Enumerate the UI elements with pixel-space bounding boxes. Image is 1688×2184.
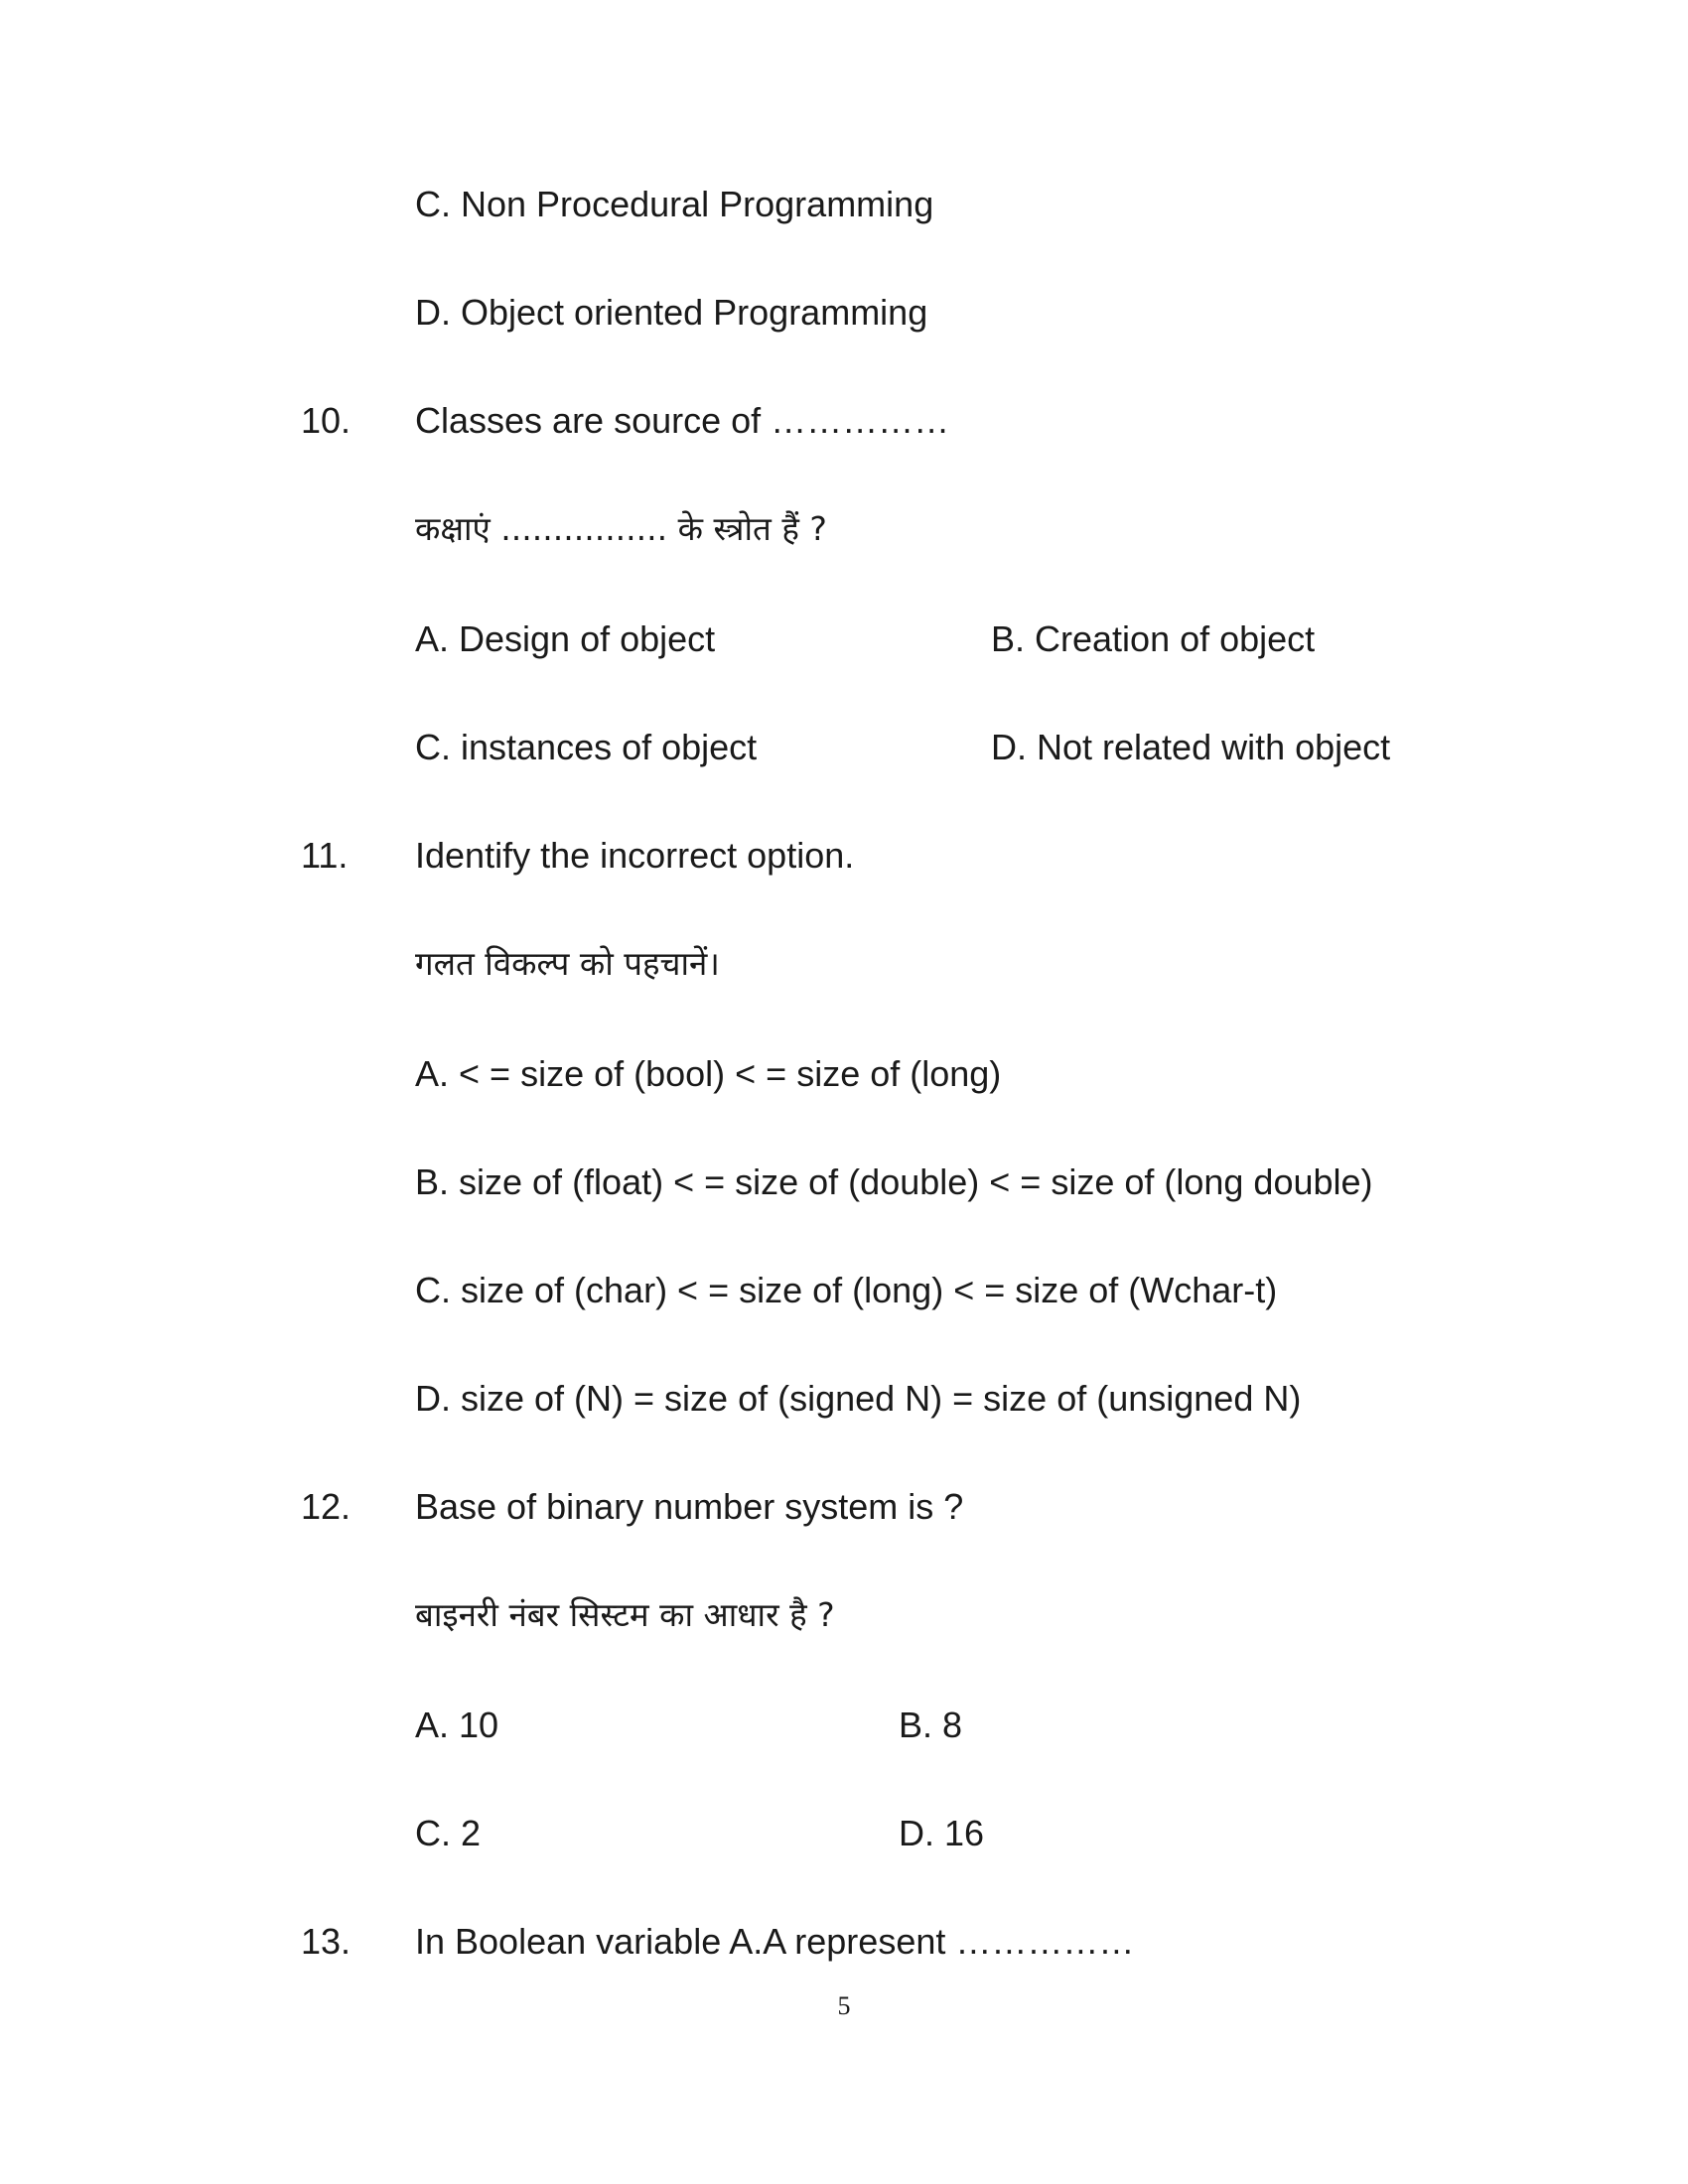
q13-number: 13. [301, 1921, 352, 1962]
q10-option-d: D. Not related with object [991, 727, 1391, 767]
q10-option-c: C. instances of object [415, 727, 758, 767]
q12-option-d: D. 16 [899, 1813, 985, 1853]
q11-option-a: A. < = size of (bool) < = size of (long) [415, 1053, 1002, 1094]
q12-option-c: C. 2 [415, 1813, 482, 1853]
q13-text-en: In Boolean variable A.A represent …………… [415, 1921, 1135, 1962]
q11-option-c: C. size of (char) < = size of (long) < = size of (Wchar-t) [415, 1270, 1278, 1310]
q12-text-hi: बाइनरी नंबर सिस्टम का आधार है ? [415, 1595, 835, 1634]
q10-number: 10. [301, 400, 352, 441]
q10-option-b: B. Creation of object [991, 618, 1316, 659]
q9-option-d: D. Object oriented Programming [415, 292, 928, 333]
q10-text-en: Classes are source of …………… [415, 400, 950, 441]
q11-option-b: B. size of (float) < = size of (double) < = size of (long double) [415, 1161, 1373, 1202]
page-number: 5 [837, 1991, 851, 2020]
q10-option-a: A. Design of object [415, 618, 716, 659]
q12-text-en: Base of binary number system is ? [415, 1486, 964, 1527]
q11-text-en: Identify the incorrect option. [415, 835, 855, 876]
q11-text-hi: गलत विकल्प को पहचानें। [415, 944, 720, 983]
q11-option-d: D. size of (N) = size of (signed N) = size of (unsigned N) [415, 1378, 1302, 1419]
q10-text-hi: कक्षाएं ................ के स्त्रोत हैं ? [415, 509, 827, 548]
q12-number: 12. [301, 1486, 352, 1527]
q9-option-c: C. Non Procedural Programming [415, 184, 934, 224]
q11-number: 11. [301, 835, 349, 876]
q12-option-b: B. 8 [899, 1705, 963, 1745]
q12-option-a: A. 10 [415, 1705, 499, 1745]
